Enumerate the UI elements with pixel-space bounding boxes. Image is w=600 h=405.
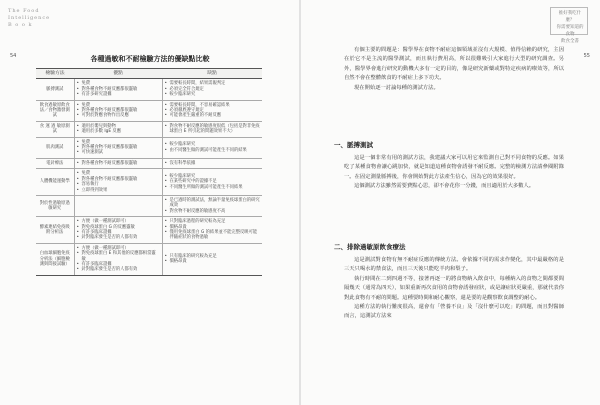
header-line: B o o k [8,22,33,28]
cons-item: • 只對臨床過程的研究較為充足 [170,219,261,224]
column-header: 檢驗方法 [36,69,74,79]
cons-item: • 需要較長時間，不容易確認結果 [170,103,261,108]
cons-cell [162,243,262,275]
table-row [36,121,262,137]
pros-cell [74,137,162,158]
pros-item: • 有許多研究證據 [82,92,160,97]
pros-cell [74,243,162,275]
cons-item: • 沒有科學依據 [170,161,261,166]
table-header-row [36,69,262,79]
pros-item: • 有許多臨床證據 [82,230,160,235]
cons-cell [162,195,262,216]
pros-item: • 對各種食物不耐反應都很靈敏 [82,87,160,92]
table-row [36,100,262,121]
cons-item: • 價格昂貴 [170,259,261,264]
table-row [36,79,262,100]
cons-item: • 較少臨床研究 [170,174,261,179]
pros-item: • 對免疫球蛋白 G 的反應靈敏 [82,225,160,230]
table-title: 各種過敏和不耐檢驗方法的優缺點比較 [90,55,210,63]
cons-list [165,254,261,265]
table-row [36,169,262,196]
pros-item: • 適用於多數 IgE 反應 [82,129,160,134]
header-line: The Food [8,8,40,14]
method-cell: 飲食過敏原飲食法／食物激發測試 [36,100,74,121]
pros-item: • 對各種食物不耐反應都很靈敏 [82,177,160,182]
pros-item: • 對免疫球蛋白 E 和其他的反應都相當靈敏 [82,251,160,262]
cons-list [165,124,261,135]
running-header-right [556,10,584,45]
method-cell: 對於性過敏原過敏研究 [36,195,74,216]
method-cell: 人體機能運動學 [36,169,74,196]
pros-item: • 容易執行 [82,182,160,187]
pros-item: • 免費 [82,140,160,145]
table-row [36,217,262,244]
pros-item: • 對各種食物不耐反應都很靈敏 [82,161,160,166]
pros-list [77,81,160,97]
column-header: 優點 [74,69,162,79]
cons-item: • 在某些研究中的證據不足 [170,179,261,184]
cons-cell [162,217,262,244]
cons-item: • 較少臨床研究 [170,92,261,97]
cons-item: • 需要較長時間，結果需親判定 [170,81,261,86]
paragraph: 這個測試方法雖然需要費點心思，卻不會花你一分錢，而且適用於大多數人。 [354,183,535,190]
comparison-table [36,68,262,276]
cons-list [165,219,261,241]
cons-item: • 對食物不耐反應的敏感度很低（包括是對非免疫球蛋白 E 所引起的問題效果不大） [170,124,261,135]
cons-item: • 較少臨床研究 [170,142,261,147]
paragraph: 這是測試對食物有無不耐症反應的傳統方法。會依據不同的需求作變化，其中最嚴格的是三天只喝水的禁食法，而且三天後只能吃羊肉和梨子。 [344,257,564,273]
cons-cell [162,169,262,196]
header-line: 推好我吃什麼？ [558,11,582,23]
paragraph: 這是一個非常有用的測試方法，我建議大家可以用它來監測自己對不同食物的反應。如果吃了某種食物會讓心跳加快，就是知道這種食物會誘發不耐反應。完整的檢測方法請參閱附錄一。在固定測量脈搏後，你會開始對此方法產生信心，因為它的效果很好。 [344,155,564,180]
cons-item: • 可能會產生嚴重的不耐反應 [170,113,261,118]
pros-list [77,124,160,135]
cons-item: • 不同醫生所做的測試可能產生不同結果 [170,185,261,190]
pros-item: • 對各種食物不耐反應都很靈敏 [82,108,160,113]
cons-item: • 僅用免疫球蛋白 G 的結果並不能完整反映可能伴隨症狀的食物過敏 [170,230,261,241]
pros-item: • 方便（做一種測試即可） [82,219,160,224]
method-cell: 酵素連結免疫吸附分析法 [36,217,74,244]
pros-item: • 免費 [82,81,160,86]
cons-cell [162,158,262,168]
pros-item: • 免費 [82,103,160,108]
table-row [36,137,262,158]
left-page [0,0,299,405]
method-cell: 食 運 過 敏原測試 [36,121,74,137]
cons-cell [162,121,262,137]
method-cell: 肌肉測試 [36,137,74,158]
header-line: Intelligence [8,15,51,21]
pros-cell [74,169,162,196]
pros-item: • 免費 [82,171,160,176]
table-row [36,195,262,216]
paragraph: 執行時間在二到四週不等，接著再逐一的將食物納入飲食中，每種納入的食物之間都要間隔幾天（通常為四天），如果重新再次食用的食物會誘發症狀，或是讓症狀更嚴重，那就代表你對此食物有不耐的問題。這種要時間和耐心觀察，還是要的是觀察飲食調整的耐心。 [344,275,564,301]
cons-list [165,81,261,97]
cons-item: • 只有臨床的研究較為充足 [170,254,261,259]
pros-cell [74,158,162,168]
cons-list [165,142,261,153]
pros-list [77,171,160,193]
cons-item: • 必須徹底遵守規定 [170,108,261,113]
page-number-left: 54 [10,53,17,59]
cons-cell [162,100,262,121]
running-header-left [8,8,50,29]
cons-list [165,103,261,119]
header-line: 飲食全書 [561,39,579,44]
pros-item: • 可對於對應食物作出反應 [82,113,160,118]
method-cell: 電針療法 [36,158,74,168]
cons-list [165,161,261,166]
cons-cell [162,137,262,158]
pros-list [77,103,160,119]
table-row [36,243,262,275]
cons-item: • 必須完全符合規定 [170,87,261,92]
section-heading: 二、排除過敏原飲食療法 [334,243,406,251]
method-cell: 脈搏測試 [36,79,74,100]
page-number-right: 55 [583,53,590,59]
pros-list [77,246,160,273]
section-heading: 一、脈搏測試 [334,141,373,149]
pros-item: • 可快速測試 [82,150,160,155]
pros-item: • 針對臨床發生是否的人都有效 [82,235,160,240]
header-line: 你需要知道的食物 [556,25,584,37]
pros-item: • 方便（做一種測試即可） [82,246,160,251]
paragraph: 現在開始逐一討論每種的測試方法。 [354,84,439,91]
cons-list [165,198,261,214]
pros-list [77,140,160,156]
pros-item: • 適用於嬰兒與動物 [82,124,160,129]
pros-list [77,161,160,166]
pros-cell [74,217,162,244]
section-body [344,154,564,192]
method-cell: 白血球細胞免疫分析法（細胞檢測與間接試驗） [36,243,74,275]
cons-item: • 是已過時的測試法，無論半量免疫球蛋白的研究成效 [170,198,261,209]
pros-item: • 對各種食物不耐反應都很靈敏 [82,145,160,150]
cons-list [165,174,261,190]
cons-item: • 價格昂貴 [170,225,261,230]
cons-cell [162,79,262,100]
section-body [344,256,564,322]
cons-item: • 由不同醫生做的測試可能產生不同的結果 [170,148,261,153]
paragraph: 這種方法的執行難度很高，還會有「營養不良」及「沒什麼可以吃」的問題，而且對醫師而言，這測試方法來 [344,304,564,320]
pros-cell [74,121,162,137]
table-row [36,158,262,168]
pros-item: • 有許多臨床證據 [82,262,160,267]
pros-item: • 立即得到效果 [82,188,160,193]
pros-cell [74,195,162,216]
column-header: 缺點 [162,69,262,79]
cons-item: • 對食物不耐反應的敏感度不高 [170,209,261,214]
pros-item: • 針對臨床發生是否的人都有效 [82,267,160,272]
intro-text [344,46,564,93]
paragraph: 有個主要的問題是：醫學界在食物不耐症這個領域並沒有大規模、值得信賴的研究，主因在於它不是主流的醫學測試，而且執行費用高，所以很難吸引大家進行大型的研究調查。另外，醫學界會進行研究的動機大多有一定的目的，像是研究新藥或對特定疾病的療效等，所以自然不會在整體飲食的不耐症上多下功夫。 [344,47,564,82]
pros-cell [74,79,162,100]
pros-list [77,219,160,241]
pros-cell [74,100,162,121]
